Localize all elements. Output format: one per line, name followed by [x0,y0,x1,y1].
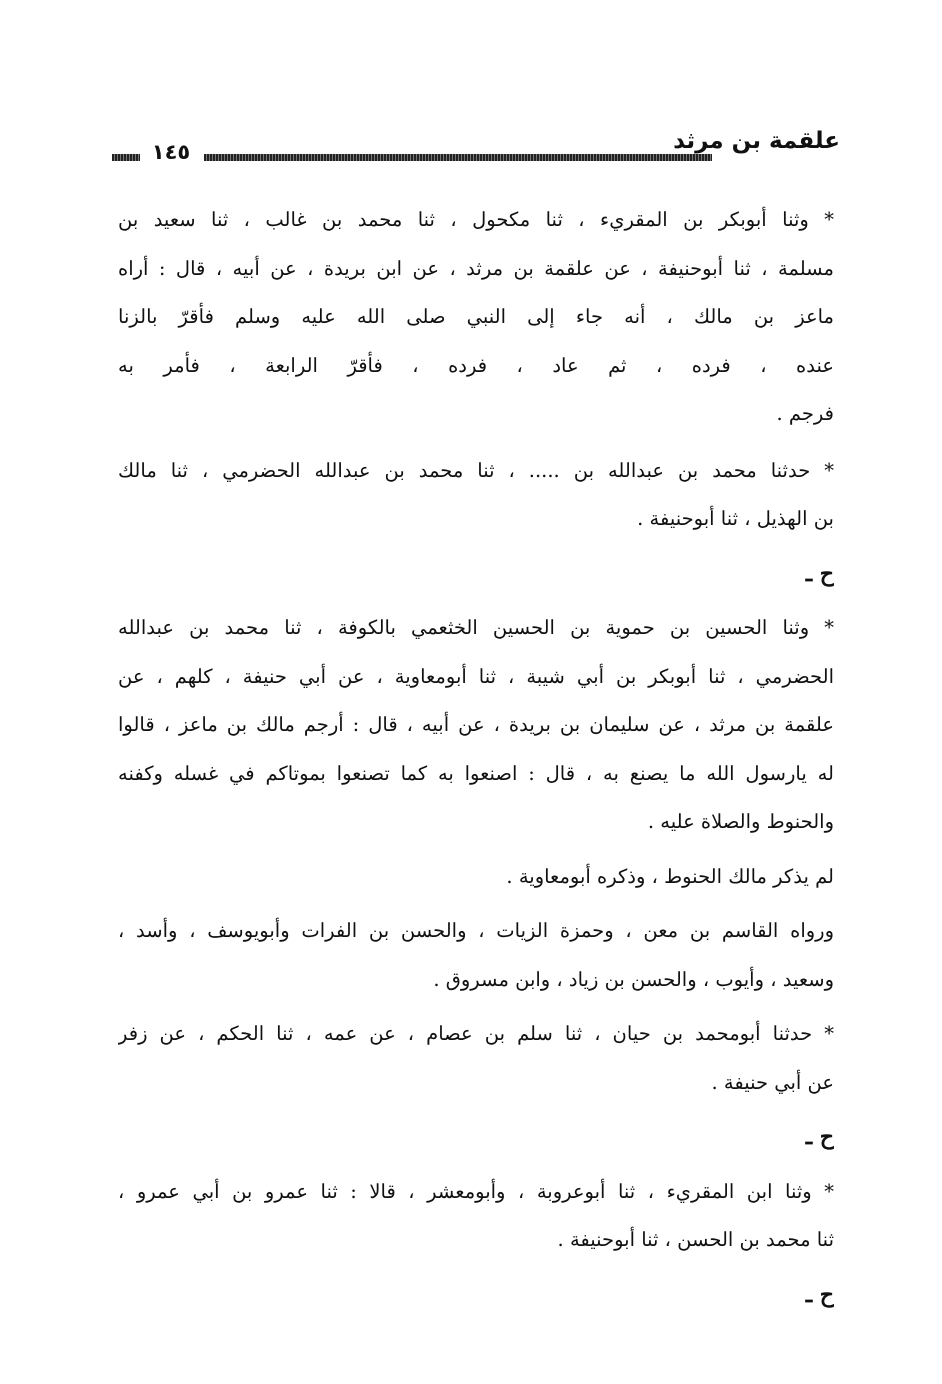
text-line: والحنوط والصلاة عليه . [647,810,834,833]
page-body [118,196,834,1319]
header-rule-left-segment [112,154,140,161]
text-line: وسعيد ، وأيوب ، والحسن بن زياد ، وابن مسروق . [433,967,834,991]
text-line: * حدثنا أبومحمد بن حيان ، ثنا سلم بن عصام ، عن عمه ، ثنا الحكم ، عن زفر [118,1022,834,1045]
note-paragraph [118,853,834,902]
page-header [112,128,840,168]
hadith-paragraph [118,604,834,847]
text-line: * وثنا أبوبكر بن المقريء ، ثنا مكحول ، ثنا محمد بن غالب ، ثنا سعيد بن [118,208,834,231]
text-line: فرجم . [776,402,834,425]
text-line: له يارسول الله ما يصنع به ، قال : اصنعوا به كما تصنعوا بموتاكم في غسله وكفنه [118,761,834,785]
tahwil-marker-text: ح ـ [805,560,834,587]
tahwil-marker-text: ح ـ [805,1124,834,1150]
text-line: لم يذكر مالك الحنوط ، وذكره أبومعاوية . [506,864,834,888]
text-line: * وثنا الحسين بن حموية بن الحسين الخثعمي بالكوفة ، ثنا محمد بن عبدالله [118,616,834,639]
tahwil-marker [118,1271,834,1320]
header-rule-main-segment [204,154,712,161]
page-number: ١٤٥ [151,140,191,164]
text-line: ثنا محمد بن الحسن ، ثنا أبوحنيفة . [557,1228,834,1251]
running-title: علقمة بن مرثد [673,128,840,154]
text-line: عنده ، فرده ، ثم عاد ، فرده ، فأقرّ الرابعة ، فأمر به [118,353,834,377]
text-line: الحضرمي ، ثنا أبوبكر بن أبي شيبة ، ثنا أبومعاوية ، عن أبي حنيفة ، كلهم ، عن [118,664,834,688]
hadith-paragraph [118,1168,834,1265]
tahwil-marker-text: ح ـ [805,1281,834,1308]
hadith-paragraph [118,1010,834,1107]
text-line: علقمة بن مرثد ، عن سليمان بن بريدة ، عن أبيه ، قال : أرجم مالك بن ماعز ، قالوا [118,713,834,736]
tahwil-marker [118,550,834,599]
text-line: ماعز بن مالك ، أنه جاء إلى النبي صلى الله عليه وسلم فأقرّ بالزنا [118,305,834,328]
text-line: * حدثنا محمد بن عبدالله بن ..... ، ثنا محمد بن عبدالله الحضرمي ، ثنا مالك [118,458,834,482]
hadith-paragraph [118,196,834,439]
text-line: * وثنا ابن المقريء ، ثنا أبوعروبة ، وأبومعشر ، قالا : ثنا عمرو بن أبي عمرو ، [118,1179,834,1203]
tahwil-marker [118,1113,834,1162]
header-rule [112,140,712,164]
text-line: مسلمة ، ثنا أبوحنيفة ، عن علقمة بن مرثد ، عن ابن بريدة ، عن أبيه ، قال : أراه [118,256,834,280]
text-line: ورواه القاسم بن معن ، وحمزة الزيات ، والحسن بن الفرات وأبويوسف ، وأسد ، [118,919,834,942]
text-line: عن أبي حنيفة . [711,1070,834,1094]
note-paragraph [118,907,834,1004]
hadith-paragraph [118,447,834,544]
text-line: بن الهذيل ، ثنا أبوحنيفة . [637,507,834,530]
